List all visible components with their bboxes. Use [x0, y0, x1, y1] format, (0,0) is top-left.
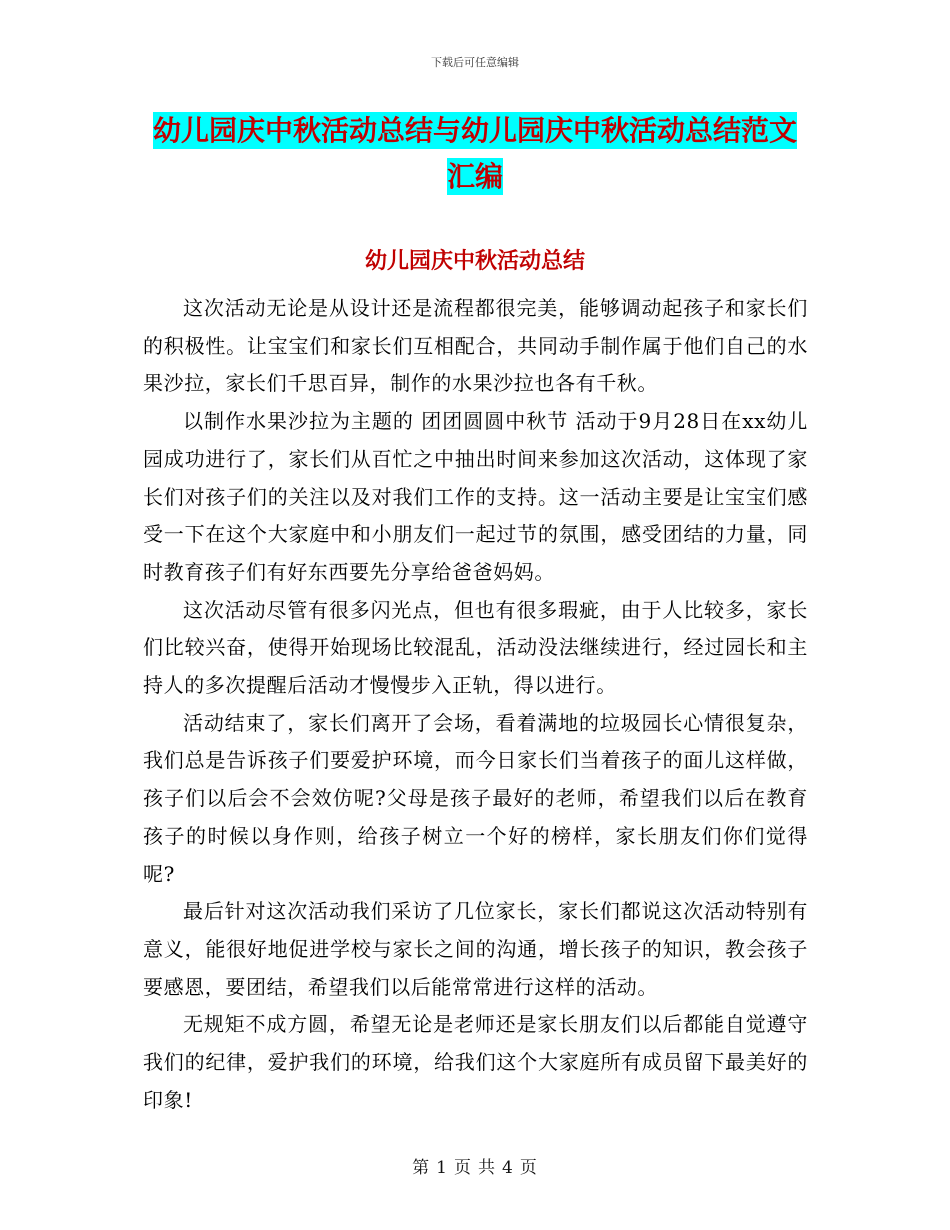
- section-title: 幼儿园庆中秋活动总结: [364, 249, 585, 274]
- page-number: 1: [436, 1158, 448, 1178]
- paragraph: 最后针对这次活动我们采访了几位家长，家长们都说这次活动特别有意义，能很好地促进学校与家长之间的沟通，增长孩子的知识，教会孩子要感恩，要团结，希望我们以后能常常进行这样的活动。: [143, 899, 808, 999]
- page-total: 4: [502, 1158, 514, 1178]
- footer-mid: 页: [454, 1158, 472, 1178]
- footer-total-prefix: 共: [478, 1158, 496, 1178]
- paragraph: 无规矩不成方圆，希望无论是老师还是家长朋友们以后都能自觉遵守我们的纪律，爱护我们的环境，给我们这个大家庭所有成员留下最美好的印象!: [143, 1012, 808, 1112]
- paragraph: 这次活动尽管有很多闪光点，但也有很多瑕疵，由于人比较多，家长们比较兴奋，使得开始现场比较混乱，活动没法继续进行，经过园长和主持人的多次提醒后活动才慢慢步入正轨，得以进行。: [143, 597, 808, 698]
- page-footer: [0, 1153, 950, 1178]
- body-text: [143, 290, 808, 1119]
- document-title: [140, 108, 810, 200]
- footer-suffix: 页: [519, 1158, 538, 1178]
- document-title-line2: 汇编: [446, 160, 503, 193]
- paragraph: 活动结束了，家长们离开了会场，看着满地的垃圾园长心情很复杂，我们总是告诉孩子们要爱护环境，而今日家长们当着孩子的面儿这样做，孩子们以后会不会效仿呢?父母是孩子最好的老师，希望我们以后在教育孩子的时候以身作则，给孩子树立一个好的榜样，家长朋友们你们觉得呢?: [143, 710, 808, 886]
- footer-prefix: 第: [412, 1158, 431, 1178]
- paragraph: 以制作水果沙拉为主题的 团团圆圆中秋节 活动于9月28日在xx幼儿园成功进行了，家长们从百忙之中抽出时间来参加这次活动，这体现了家长们对孩子们的关注以及对我们工作的支持。这一活动主要是让宝宝们感受一下在这个大家庭中和小朋友们一起过节的氛围，感受团结的力量，同时教育孩子们有好东西要先分享给爸爸妈妈。: [143, 409, 808, 584]
- document-title-line1: 幼儿园庆中秋活动总结与幼儿园庆中秋活动总结范文: [152, 114, 797, 147]
- paragraph: 这次活动无论是从设计还是流程都很完美，能够调动起孩子和家长们的积极性。让宝宝们和家长们互相配合，共同动手制作属于他们自己的水果沙拉，家长们千思百异，制作的水果沙拉也各有千秋。: [143, 296, 808, 396]
- header-note: 下载后可任意编辑: [431, 56, 519, 69]
